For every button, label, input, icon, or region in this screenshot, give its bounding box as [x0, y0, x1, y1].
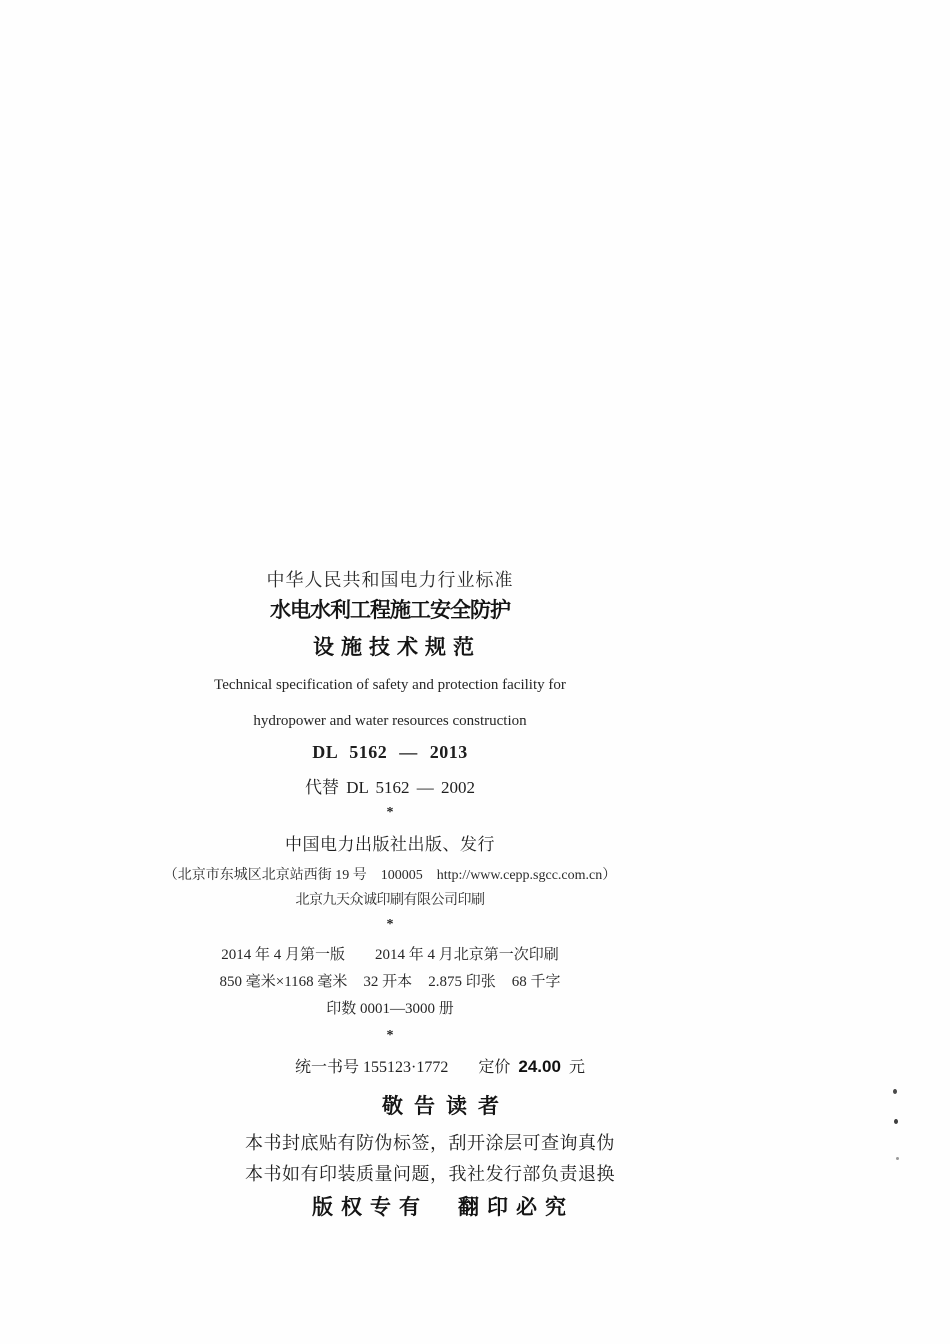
title-english-line2: hydropower and water resources construction: [253, 713, 527, 729]
edition-line: [65, 947, 715, 964]
price-unit: 元: [568, 1059, 585, 1076]
scan-artifact: [894, 1119, 898, 1124]
standard-class-label: 中华人民共和国电力行业标准: [266, 570, 514, 590]
reader-notice-line2: 本书如有印装质量问题，我社发行部负责退换: [245, 1164, 615, 1184]
copyright-notice: [110, 1196, 768, 1220]
divider-star-2: *: [386, 917, 394, 932]
printing-date: 2014 年 4 月北京第一次印刷: [375, 947, 559, 963]
unified-book-number: 统一书号 155123·1772: [295, 1059, 449, 1076]
book-format: 32 开本: [363, 974, 413, 990]
printed-sheets: 2.875 印张: [428, 974, 496, 990]
format-line: [65, 974, 715, 991]
replaces-standard: 代替 DL 5162 — 2002: [304, 778, 476, 797]
price-value: 24.00: [518, 1057, 561, 1076]
copyright-notice-right: 翻印必究: [458, 1196, 574, 1219]
title-chinese-line2: 设施技术规范: [313, 636, 481, 659]
reader-notice-title: 敬告读者: [382, 1095, 510, 1118]
book-number-line: [115, 1057, 765, 1077]
reader-notice-line1: 本书封底贴有防伪标签，刮开涂层可查询真伪: [245, 1133, 615, 1153]
edition-date: 2014 年 4 月第一版: [221, 947, 345, 963]
copyright-notice-left: 版权专有: [312, 1196, 428, 1219]
sheet-size: 850 毫米×1168 毫米: [219, 974, 348, 990]
divider-star-1: *: [386, 805, 394, 820]
print-run-line: 印数 0001—3000 册: [326, 1001, 454, 1017]
title-chinese-line1: 水电水利工程施工安全防护: [270, 599, 510, 622]
publisher-address: （北京市东城区北京站西街 19 号 100005 http://www.cepp.sgcc.com.cn）: [163, 868, 617, 883]
printer-line: 北京九天众诚印刷有限公司印刷: [295, 893, 485, 908]
standard-number: DL 5162 — 2013: [312, 742, 468, 762]
title-english-line1: Technical specification of safety and protection facility for: [214, 677, 566, 693]
divider-star-3: *: [386, 1028, 394, 1043]
scan-artifact: [896, 1157, 899, 1160]
word-count: 68 千字: [511, 974, 561, 990]
price-label: 定价: [478, 1059, 511, 1076]
scan-artifact: [893, 1089, 897, 1094]
publisher-line: 中国电力出版社出版、发行: [285, 835, 495, 854]
